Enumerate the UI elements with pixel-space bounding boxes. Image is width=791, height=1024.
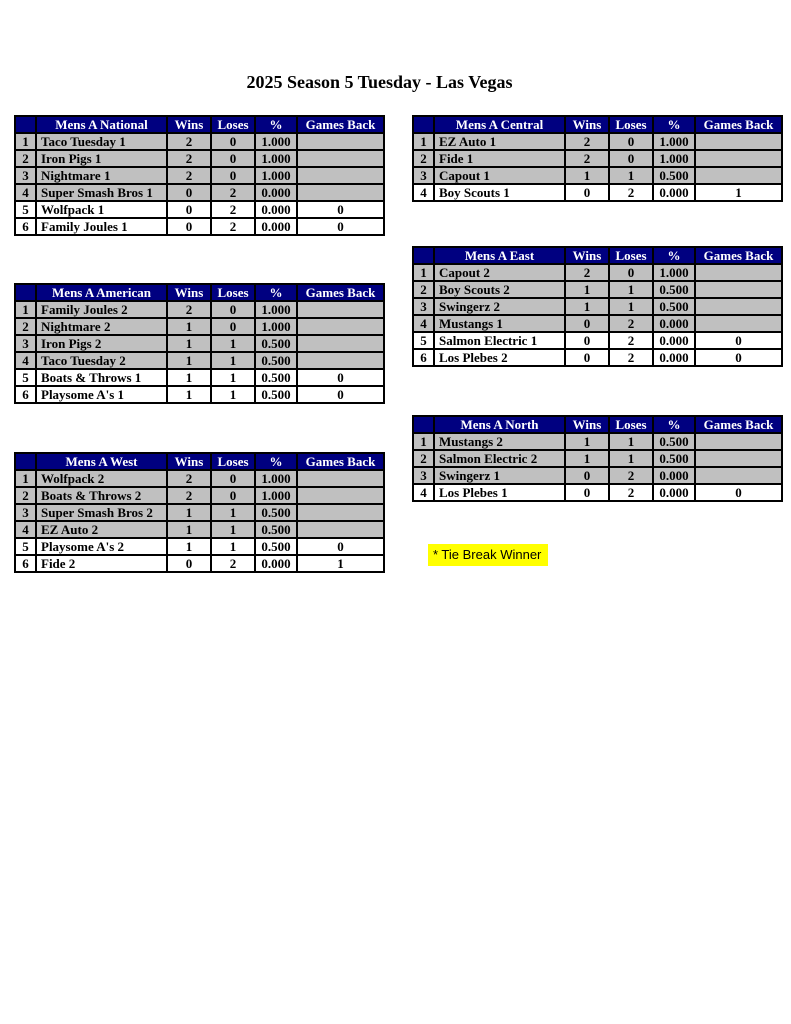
pct-cell: 0.500 xyxy=(255,369,297,386)
games-back-cell: 0 xyxy=(695,484,782,501)
team-name-cell: Iron Pigs 1 xyxy=(36,150,167,167)
loses-cell: 2 xyxy=(211,555,255,572)
games-back-cell: 0 xyxy=(297,218,384,235)
pct-cell: 0.500 xyxy=(255,352,297,369)
games-back-cell xyxy=(695,467,782,484)
team-name-cell: Playsome A's 2 xyxy=(36,538,167,555)
rank-cell: 1 xyxy=(413,433,434,450)
table-header-row xyxy=(413,416,782,433)
table-row xyxy=(413,484,782,501)
pct-cell: 0.000 xyxy=(255,184,297,201)
pct-cell: 0.500 xyxy=(255,538,297,555)
team-name-cell: Boy Scouts 2 xyxy=(434,281,565,298)
games-back-cell xyxy=(297,167,384,184)
standings-table-mens-a-north xyxy=(412,415,783,502)
team-name-cell: Nightmare 2 xyxy=(36,318,167,335)
wins-cell: 0 xyxy=(565,332,609,349)
loses-cell: 0 xyxy=(211,167,255,184)
team-name-cell: Salmon Electric 1 xyxy=(434,332,565,349)
rank-header xyxy=(15,453,36,470)
standings-table-mens-a-east xyxy=(412,246,783,367)
rank-cell: 3 xyxy=(15,335,36,352)
loses-cell: 1 xyxy=(211,504,255,521)
rank-cell: 6 xyxy=(15,218,36,235)
wins-cell: 1 xyxy=(565,281,609,298)
loses-cell: 2 xyxy=(609,315,653,332)
pct-cell: 1.000 xyxy=(255,301,297,318)
wins-cell: 2 xyxy=(167,150,211,167)
table-row xyxy=(413,264,782,281)
standings-table-mens-a-american xyxy=(14,283,385,404)
table-header-row xyxy=(15,453,384,470)
games-back-cell xyxy=(297,184,384,201)
pct-cell: 1.000 xyxy=(653,264,695,281)
table-row xyxy=(413,167,782,184)
games-back-cell xyxy=(695,133,782,150)
standings-table-mens-a-central xyxy=(412,115,783,202)
table-row xyxy=(15,318,384,335)
table-row xyxy=(413,467,782,484)
wins-cell: 2 xyxy=(167,167,211,184)
games-back-header: Games Back xyxy=(695,416,782,433)
team-name-cell: Playsome A's 1 xyxy=(36,386,167,403)
wins-header: Wins xyxy=(167,116,211,133)
team-name-cell: Wolfpack 1 xyxy=(36,201,167,218)
rank-header xyxy=(413,116,434,133)
wins-cell: 1 xyxy=(167,335,211,352)
division-title: Mens A National xyxy=(36,116,167,133)
games-back-cell xyxy=(695,167,782,184)
rank-header xyxy=(413,247,434,264)
rank-cell: 2 xyxy=(413,281,434,298)
team-name-cell: Family Joules 2 xyxy=(36,301,167,318)
pct-header: % xyxy=(653,416,695,433)
loses-cell: 1 xyxy=(609,281,653,298)
wins-cell: 1 xyxy=(167,352,211,369)
team-name-cell: Super Smash Bros 1 xyxy=(36,184,167,201)
rank-cell: 1 xyxy=(413,264,434,281)
wins-cell: 2 xyxy=(167,133,211,150)
loses-cell: 0 xyxy=(609,150,653,167)
rank-cell: 3 xyxy=(413,167,434,184)
rank-cell: 2 xyxy=(15,150,36,167)
pct-cell: 0.500 xyxy=(653,167,695,184)
table-row xyxy=(15,504,384,521)
pct-cell: 0.500 xyxy=(255,504,297,521)
rank-cell: 5 xyxy=(15,201,36,218)
wins-cell: 1 xyxy=(565,433,609,450)
loses-cell: 1 xyxy=(211,386,255,403)
pct-cell: 0.500 xyxy=(653,298,695,315)
loses-header: Loses xyxy=(211,284,255,301)
pct-cell: 0.000 xyxy=(653,467,695,484)
team-name-cell: Boy Scouts 1 xyxy=(434,184,565,201)
games-back-cell xyxy=(297,521,384,538)
table-row xyxy=(15,487,384,504)
wins-cell: 2 xyxy=(565,150,609,167)
rank-cell: 2 xyxy=(15,318,36,335)
table-row xyxy=(413,349,782,366)
wins-cell: 1 xyxy=(565,450,609,467)
team-name-cell: Mustangs 2 xyxy=(434,433,565,450)
tie-break-note: * Tie Break Winner xyxy=(428,544,548,566)
table-row xyxy=(15,184,384,201)
pct-cell: 0.500 xyxy=(653,281,695,298)
loses-header: Loses xyxy=(609,116,653,133)
games-back-cell: 0 xyxy=(297,201,384,218)
table-row xyxy=(413,315,782,332)
pct-cell: 0.000 xyxy=(255,201,297,218)
table-row xyxy=(15,201,384,218)
rank-cell: 4 xyxy=(15,521,36,538)
division-title: Mens A North xyxy=(434,416,565,433)
wins-cell: 1 xyxy=(167,318,211,335)
rank-cell: 1 xyxy=(15,470,36,487)
games-back-cell: 1 xyxy=(695,184,782,201)
table-row xyxy=(15,301,384,318)
games-back-cell xyxy=(695,150,782,167)
wins-cell: 2 xyxy=(167,301,211,318)
loses-header: Loses xyxy=(609,247,653,264)
rank-header xyxy=(413,416,434,433)
rank-cell: 5 xyxy=(15,369,36,386)
wins-cell: 0 xyxy=(565,467,609,484)
games-back-cell xyxy=(695,315,782,332)
rank-cell: 6 xyxy=(15,386,36,403)
pct-cell: 1.000 xyxy=(255,133,297,150)
team-name-cell: Salmon Electric 2 xyxy=(434,450,565,467)
loses-cell: 1 xyxy=(609,433,653,450)
loses-cell: 2 xyxy=(609,349,653,366)
pct-cell: 1.000 xyxy=(255,318,297,335)
games-back-cell: 0 xyxy=(297,369,384,386)
team-name-cell: Fide 2 xyxy=(36,555,167,572)
wins-header: Wins xyxy=(167,284,211,301)
team-name-cell: EZ Auto 2 xyxy=(36,521,167,538)
table-row xyxy=(15,369,384,386)
rank-cell: 4 xyxy=(413,184,434,201)
page-title: 2025 Season 5 Tuesday - Las Vegas xyxy=(246,72,513,92)
rank-cell: 5 xyxy=(413,332,434,349)
games-back-cell: 0 xyxy=(695,332,782,349)
pct-cell: 0.000 xyxy=(255,218,297,235)
team-name-cell: Fide 1 xyxy=(434,150,565,167)
rank-header xyxy=(15,116,36,133)
rank-cell: 3 xyxy=(413,467,434,484)
games-back-cell xyxy=(695,450,782,467)
games-back-cell xyxy=(695,281,782,298)
table-row xyxy=(413,150,782,167)
loses-cell: 1 xyxy=(211,352,255,369)
loses-cell: 0 xyxy=(211,470,255,487)
table-row xyxy=(413,433,782,450)
team-name-cell: Super Smash Bros 2 xyxy=(36,504,167,521)
pct-cell: 0.000 xyxy=(653,349,695,366)
wins-cell: 0 xyxy=(565,349,609,366)
games-back-cell: 0 xyxy=(297,386,384,403)
division-title: Mens A American xyxy=(36,284,167,301)
pct-cell: 1.000 xyxy=(255,167,297,184)
rank-cell: 3 xyxy=(15,167,36,184)
pct-cell: 0.500 xyxy=(255,335,297,352)
loses-cell: 1 xyxy=(609,167,653,184)
games-back-cell xyxy=(297,301,384,318)
table-row xyxy=(413,450,782,467)
pct-cell: 0.000 xyxy=(653,184,695,201)
games-back-cell xyxy=(297,318,384,335)
table-row xyxy=(15,352,384,369)
rank-cell: 6 xyxy=(413,349,434,366)
wins-cell: 1 xyxy=(167,386,211,403)
loses-cell: 1 xyxy=(609,298,653,315)
table-row xyxy=(15,133,384,150)
team-name-cell: Swingerz 1 xyxy=(434,467,565,484)
pct-header: % xyxy=(255,453,297,470)
loses-cell: 1 xyxy=(211,538,255,555)
table-row xyxy=(15,218,384,235)
pct-cell: 1.000 xyxy=(255,487,297,504)
pct-cell: 1.000 xyxy=(255,470,297,487)
games-back-cell xyxy=(297,133,384,150)
table-row xyxy=(15,167,384,184)
rank-cell: 3 xyxy=(413,298,434,315)
wins-cell: 1 xyxy=(167,369,211,386)
pct-cell: 1.000 xyxy=(653,150,695,167)
loses-cell: 0 xyxy=(211,150,255,167)
team-name-cell: Boats & Throws 1 xyxy=(36,369,167,386)
pct-header: % xyxy=(653,116,695,133)
wins-cell: 2 xyxy=(565,264,609,281)
table-row xyxy=(413,281,782,298)
table-header-row xyxy=(413,116,782,133)
wins-cell: 0 xyxy=(167,201,211,218)
loses-cell: 1 xyxy=(211,369,255,386)
team-name-cell: Nightmare 1 xyxy=(36,167,167,184)
team-name-cell: Family Joules 1 xyxy=(36,218,167,235)
loses-header: Loses xyxy=(211,453,255,470)
games-back-cell xyxy=(297,470,384,487)
games-back-cell: 0 xyxy=(695,349,782,366)
loses-cell: 2 xyxy=(211,218,255,235)
wins-cell: 0 xyxy=(565,484,609,501)
loses-cell: 0 xyxy=(211,301,255,318)
table-row xyxy=(15,470,384,487)
rank-cell: 5 xyxy=(15,538,36,555)
wins-cell: 0 xyxy=(167,218,211,235)
pct-cell: 0.000 xyxy=(653,332,695,349)
standings-table-mens-a-west xyxy=(14,452,385,573)
pct-cell: 0.500 xyxy=(653,450,695,467)
wins-cell: 1 xyxy=(167,538,211,555)
loses-cell: 2 xyxy=(609,184,653,201)
table-header-row xyxy=(413,247,782,264)
games-back-cell xyxy=(695,433,782,450)
wins-cell: 0 xyxy=(565,315,609,332)
rank-cell: 1 xyxy=(15,301,36,318)
games-back-header: Games Back xyxy=(695,116,782,133)
table-row xyxy=(15,521,384,538)
pct-header: % xyxy=(653,247,695,264)
division-title: Mens A East xyxy=(434,247,565,264)
wins-header: Wins xyxy=(565,416,609,433)
table-row xyxy=(15,386,384,403)
division-title: Mens A Central xyxy=(434,116,565,133)
games-back-cell xyxy=(297,487,384,504)
wins-header: Wins xyxy=(565,116,609,133)
wins-header: Wins xyxy=(167,453,211,470)
wins-cell: 0 xyxy=(167,555,211,572)
team-name-cell: Capout 1 xyxy=(434,167,565,184)
rank-cell: 2 xyxy=(15,487,36,504)
pct-cell: 0.000 xyxy=(653,315,695,332)
games-back-header: Games Back xyxy=(297,284,384,301)
pct-header: % xyxy=(255,116,297,133)
wins-cell: 1 xyxy=(167,521,211,538)
team-name-cell: Wolfpack 2 xyxy=(36,470,167,487)
rank-cell: 6 xyxy=(15,555,36,572)
wins-cell: 1 xyxy=(167,504,211,521)
team-name-cell: Capout 2 xyxy=(434,264,565,281)
rank-cell: 2 xyxy=(413,150,434,167)
games-back-cell: 1 xyxy=(297,555,384,572)
pct-cell: 0.000 xyxy=(255,555,297,572)
games-back-cell: 0 xyxy=(297,538,384,555)
table-row xyxy=(413,184,782,201)
loses-cell: 1 xyxy=(609,450,653,467)
loses-cell: 2 xyxy=(609,332,653,349)
games-back-cell xyxy=(297,352,384,369)
wins-cell: 2 xyxy=(565,133,609,150)
games-back-cell xyxy=(297,335,384,352)
table-row xyxy=(413,133,782,150)
wins-cell: 2 xyxy=(167,470,211,487)
table-header-row xyxy=(15,284,384,301)
table-row xyxy=(15,555,384,572)
division-title: Mens A West xyxy=(36,453,167,470)
pct-cell: 0.000 xyxy=(653,484,695,501)
standings-table-mens-a-national xyxy=(14,115,385,236)
wins-cell: 0 xyxy=(167,184,211,201)
team-name-cell: Swingerz 2 xyxy=(434,298,565,315)
loses-cell: 2 xyxy=(211,201,255,218)
games-back-cell xyxy=(297,150,384,167)
rank-cell: 1 xyxy=(15,133,36,150)
team-name-cell: EZ Auto 1 xyxy=(434,133,565,150)
team-name-cell: Los Plebes 2 xyxy=(434,349,565,366)
table-row xyxy=(15,150,384,167)
games-back-header: Games Back xyxy=(297,453,384,470)
team-name-cell: Mustangs 1 xyxy=(434,315,565,332)
loses-cell: 0 xyxy=(211,133,255,150)
table-row xyxy=(413,298,782,315)
games-back-header: Games Back xyxy=(297,116,384,133)
table-row xyxy=(15,538,384,555)
rank-header xyxy=(15,284,36,301)
loses-cell: 0 xyxy=(609,133,653,150)
pct-cell: 0.500 xyxy=(255,386,297,403)
loses-header: Loses xyxy=(211,116,255,133)
rank-cell: 3 xyxy=(15,504,36,521)
wins-cell: 1 xyxy=(565,167,609,184)
pct-cell: 1.000 xyxy=(653,133,695,150)
loses-cell: 1 xyxy=(211,521,255,538)
team-name-cell: Taco Tuesday 2 xyxy=(36,352,167,369)
pct-cell: 0.500 xyxy=(255,521,297,538)
table-row xyxy=(413,332,782,349)
loses-cell: 2 xyxy=(211,184,255,201)
wins-cell: 1 xyxy=(565,298,609,315)
wins-header: Wins xyxy=(565,247,609,264)
pct-header: % xyxy=(255,284,297,301)
games-back-cell xyxy=(297,504,384,521)
team-name-cell: Los Plebes 1 xyxy=(434,484,565,501)
team-name-cell: Boats & Throws 2 xyxy=(36,487,167,504)
wins-cell: 2 xyxy=(167,487,211,504)
pct-cell: 1.000 xyxy=(255,150,297,167)
loses-cell: 1 xyxy=(211,335,255,352)
loses-cell: 0 xyxy=(609,264,653,281)
games-back-header: Games Back xyxy=(695,247,782,264)
loses-header: Loses xyxy=(609,416,653,433)
rank-cell: 1 xyxy=(413,133,434,150)
loses-cell: 2 xyxy=(609,467,653,484)
rank-cell: 4 xyxy=(15,352,36,369)
games-back-cell xyxy=(695,264,782,281)
wins-cell: 0 xyxy=(565,184,609,201)
loses-cell: 0 xyxy=(211,487,255,504)
pct-cell: 0.500 xyxy=(653,433,695,450)
table-row xyxy=(15,335,384,352)
loses-cell: 0 xyxy=(211,318,255,335)
table-header-row xyxy=(15,116,384,133)
rank-cell: 4 xyxy=(15,184,36,201)
team-name-cell: Taco Tuesday 1 xyxy=(36,133,167,150)
rank-cell: 4 xyxy=(413,484,434,501)
team-name-cell: Iron Pigs 2 xyxy=(36,335,167,352)
loses-cell: 2 xyxy=(609,484,653,501)
rank-cell: 4 xyxy=(413,315,434,332)
games-back-cell xyxy=(695,298,782,315)
rank-cell: 2 xyxy=(413,450,434,467)
